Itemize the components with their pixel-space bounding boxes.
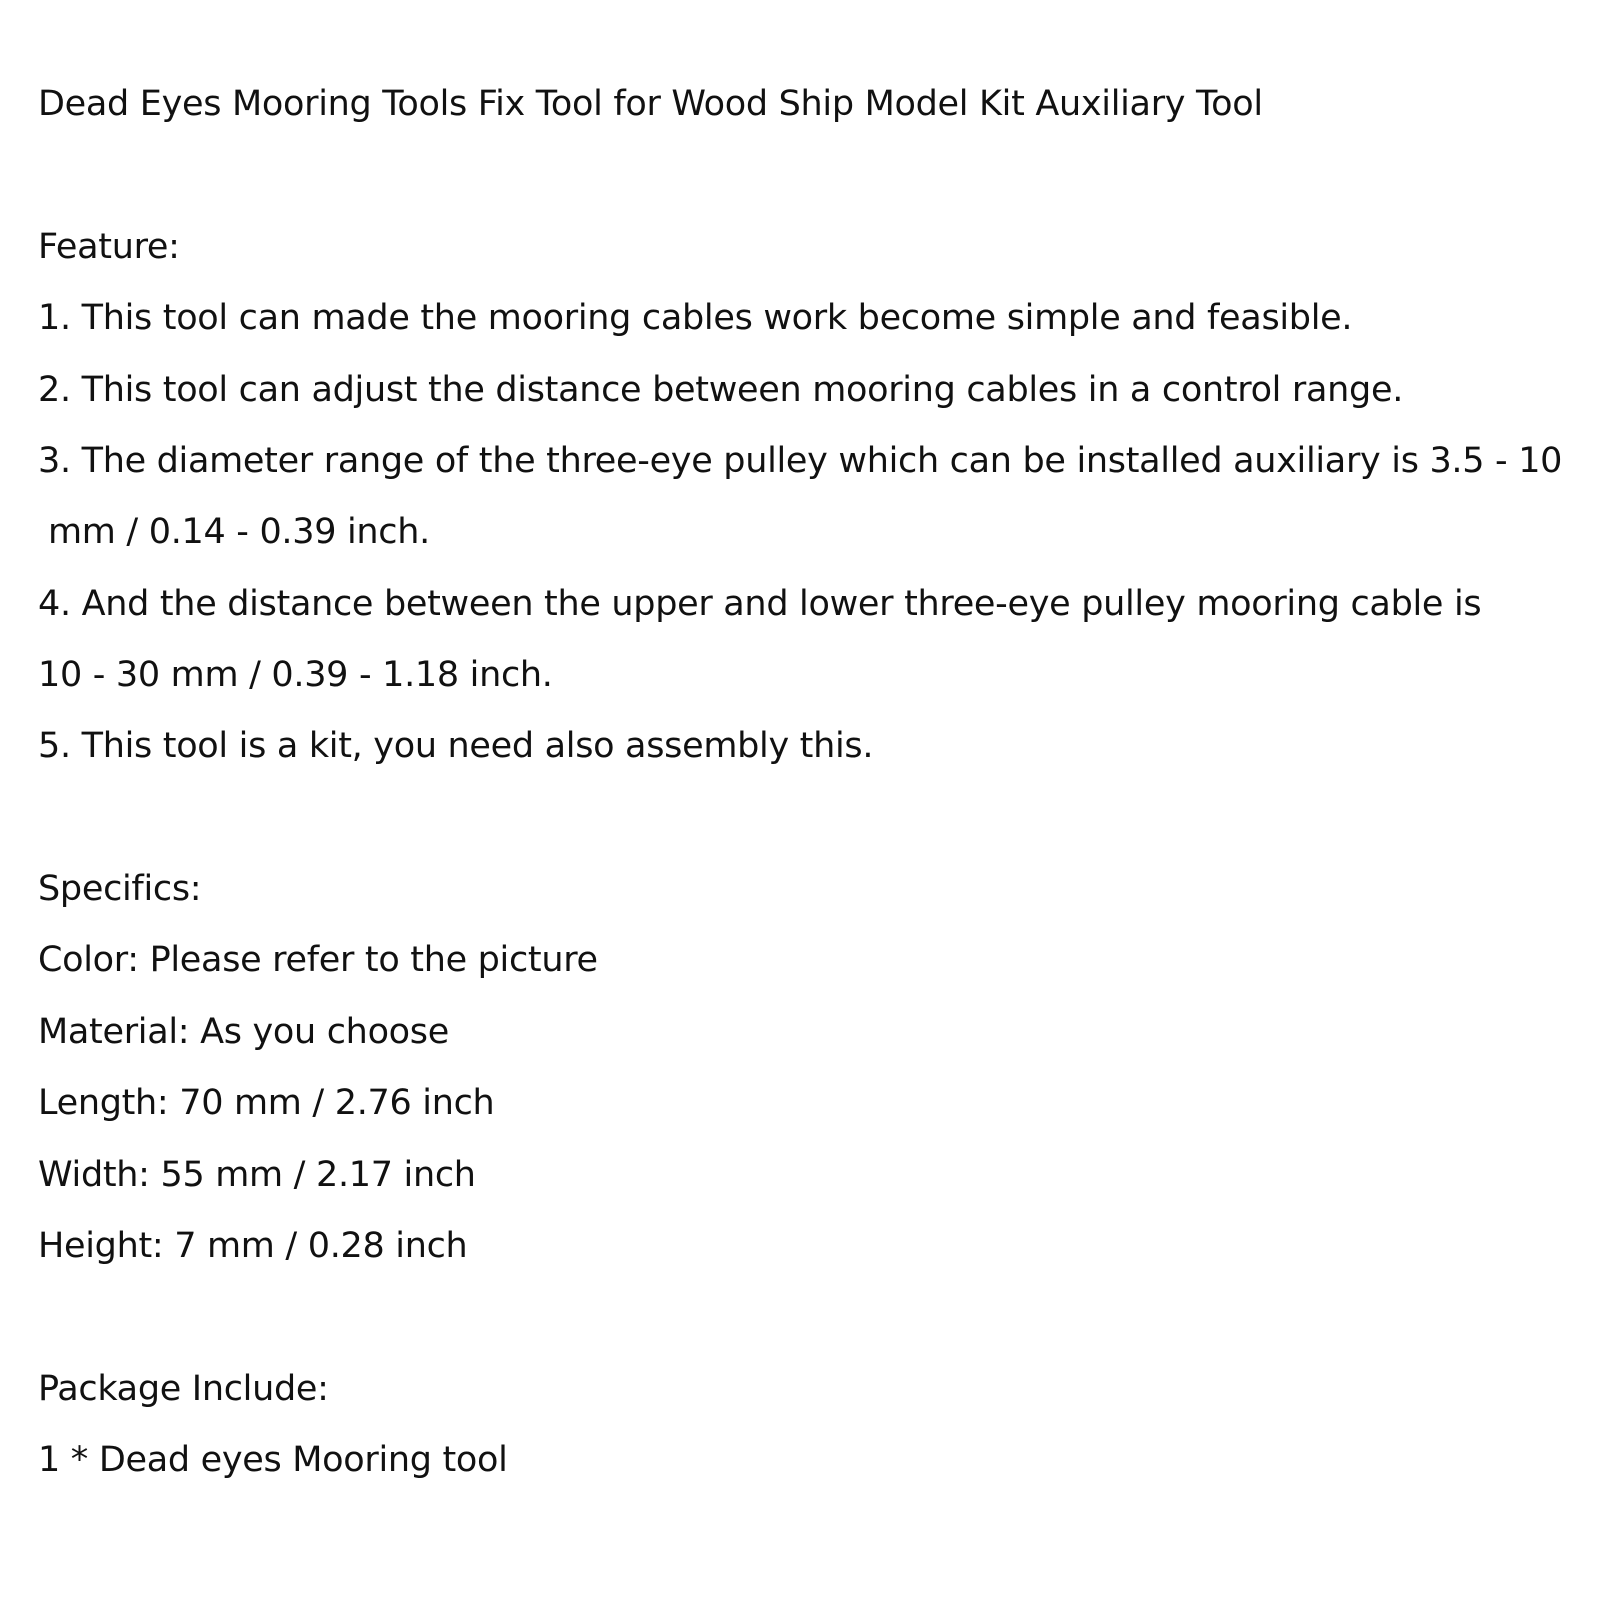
feature-line-3-continued: mm / 0.14 - 0.39 inch. — [48, 512, 430, 552]
feature-line-1: 1. This tool can made the mooring cables work become simple and feasible. — [38, 298, 1353, 338]
package-heading: Package Include: — [38, 1369, 329, 1409]
feature-heading: Feature: — [38, 227, 180, 267]
feature-line-4: 4. And the distance between the upper and lower three-eye pulley mooring cable is — [38, 584, 1482, 624]
feature-line-2: 2. This tool can adjust the distance between mooring cables in a control range. — [38, 370, 1404, 410]
spec-length: Length: 70 mm / 2.76 inch — [38, 1083, 495, 1123]
feature-line-3: 3. The diameter range of the three-eye pulley which can be installed auxiliary is 3.5 - 10 — [38, 441, 1563, 481]
page-title: Dead Eyes Mooring Tools Fix Tool for Wood Ship Model Kit Auxiliary Tool — [38, 84, 1263, 124]
spec-material: Material: As you choose — [38, 1012, 449, 1052]
specifics-heading: Specifics: — [38, 869, 202, 909]
package-item: 1 * Dead eyes Mooring tool — [38, 1440, 508, 1480]
spec-width: Width: 55 mm / 2.17 inch — [38, 1155, 476, 1195]
spec-height: Height: 7 mm / 0.28 inch — [38, 1226, 468, 1266]
spec-color: Color: Please refer to the picture — [38, 940, 598, 980]
feature-line-4-continued: 10 - 30 mm / 0.39 - 1.18 inch. — [38, 655, 553, 695]
feature-line-5: 5. This tool is a kit, you need also assembly this. — [38, 726, 874, 766]
